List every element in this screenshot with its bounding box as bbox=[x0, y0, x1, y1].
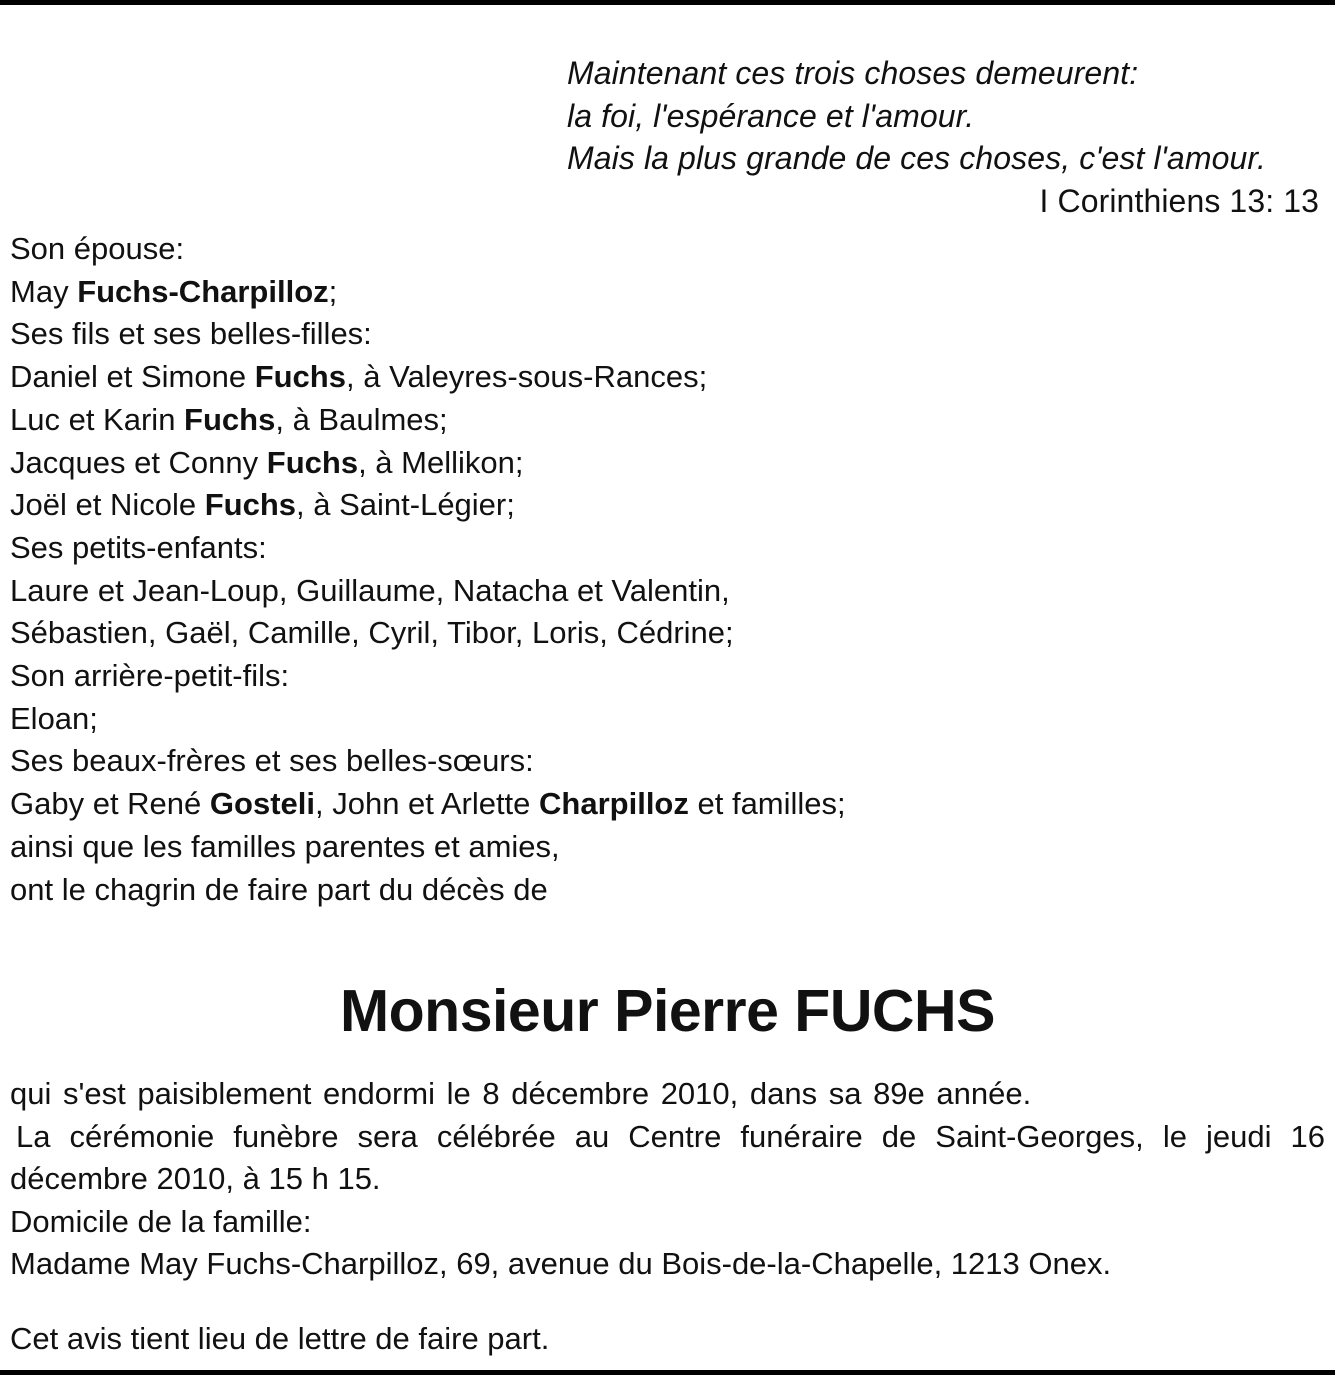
bible-quote bbox=[567, 52, 1319, 222]
great-grandson-name: Eloan; bbox=[10, 700, 98, 736]
son-line bbox=[10, 442, 1310, 485]
son-line bbox=[10, 484, 1310, 527]
spouse-first-name: May bbox=[10, 273, 78, 309]
son-place: , à Mellikon; bbox=[358, 444, 524, 480]
quote-line-2: la foi, l'espérance et l'amour. bbox=[567, 97, 975, 134]
top-border-rule bbox=[0, 0, 1335, 5]
son-first-names: Luc et Karin bbox=[10, 401, 185, 437]
passed-away-line: qui s'est paisiblement endormi le 8 décembre 2010, dans sa 89e année. bbox=[10, 1076, 1032, 1111]
son-surname: Fuchs bbox=[204, 487, 297, 523]
son-first-names: Daniel et Simone bbox=[10, 359, 255, 395]
inlaws-surname-2: Charpilloz bbox=[539, 786, 689, 822]
spouse-heading: Son épouse: bbox=[10, 231, 185, 266]
quote-line-1: Maintenant ces trois choses demeurent: bbox=[567, 55, 1139, 91]
son-first-names: Joël et Nicole bbox=[10, 487, 205, 523]
son-line bbox=[10, 356, 1310, 399]
grandchildren-line: Laure et Jean-Loup, Guillaume, Natacha et Valentin, bbox=[10, 572, 730, 608]
family-announcement bbox=[10, 228, 1310, 911]
notice-text: Cet avis tient lieu de lettre de faire part. bbox=[10, 1321, 550, 1356]
inlaws-surname-1: Gosteli bbox=[209, 786, 315, 822]
domicile-address: Madame May Fuchs-Charpilloz, 69, avenue du Bois-de-la-Chapelle, 1213 Onex. bbox=[10, 1246, 1112, 1281]
deceased-name: Monsieur Pierre FUCHS bbox=[339, 978, 996, 1044]
son-place: , à Valeyres-sous-Rances; bbox=[345, 359, 708, 395]
quote-line-3: Mais la plus grande de ces choses, c'est l'amour. bbox=[567, 140, 1266, 176]
son-line bbox=[10, 399, 1310, 442]
inlaws-part-1: Gaby et René bbox=[10, 786, 210, 822]
sons-heading: Ses fils et ses belles-filles: bbox=[10, 316, 372, 352]
bottom-border-rule bbox=[0, 1370, 1335, 1375]
son-place: , à Saint-Légier; bbox=[296, 487, 515, 523]
closing-line: ont le chagrin de faire part du décès de bbox=[10, 871, 548, 907]
grandchildren-heading: Ses petits-enfants: bbox=[10, 529, 267, 565]
son-surname: Fuchs bbox=[254, 359, 346, 395]
closing-line: ainsi que les familles parentes et amies, bbox=[10, 828, 560, 864]
spouse-end: ; bbox=[328, 273, 338, 309]
inlaws-line bbox=[10, 783, 1310, 826]
domicile-heading: Domicile de la famille: bbox=[10, 1203, 312, 1239]
spouse-line bbox=[10, 271, 1310, 314]
grandchildren-line: Sébastien, Gaël, Camille, Cyril, Tibor, Loris, Cédrine; bbox=[10, 615, 734, 651]
spouse-surname: Fuchs-Charpilloz bbox=[77, 273, 329, 309]
quote-reference: I Corinthiens 13: 13 bbox=[1039, 182, 1319, 219]
son-surname: Fuchs bbox=[266, 444, 359, 480]
death-details bbox=[10, 1073, 1325, 1286]
son-surname: Fuchs bbox=[184, 401, 276, 437]
inlaws-part-3: et familles; bbox=[688, 786, 846, 822]
son-place: , à Baulmes; bbox=[275, 401, 448, 437]
ceremony-text: La cérémonie funèbre sera célébrée au Centre funéraire de Saint-Georges, le jeudi 16 décembre 2010, à 15 h 15. bbox=[10, 1118, 1325, 1196]
inlaws-part-2: , John et Arlette bbox=[315, 786, 540, 822]
son-first-names: Jacques et Conny bbox=[10, 444, 267, 480]
inlaws-heading: Ses beaux-frères et ses belles-sœurs: bbox=[10, 743, 534, 779]
great-grandson-heading: Son arrière-petit-fils: bbox=[10, 658, 290, 694]
